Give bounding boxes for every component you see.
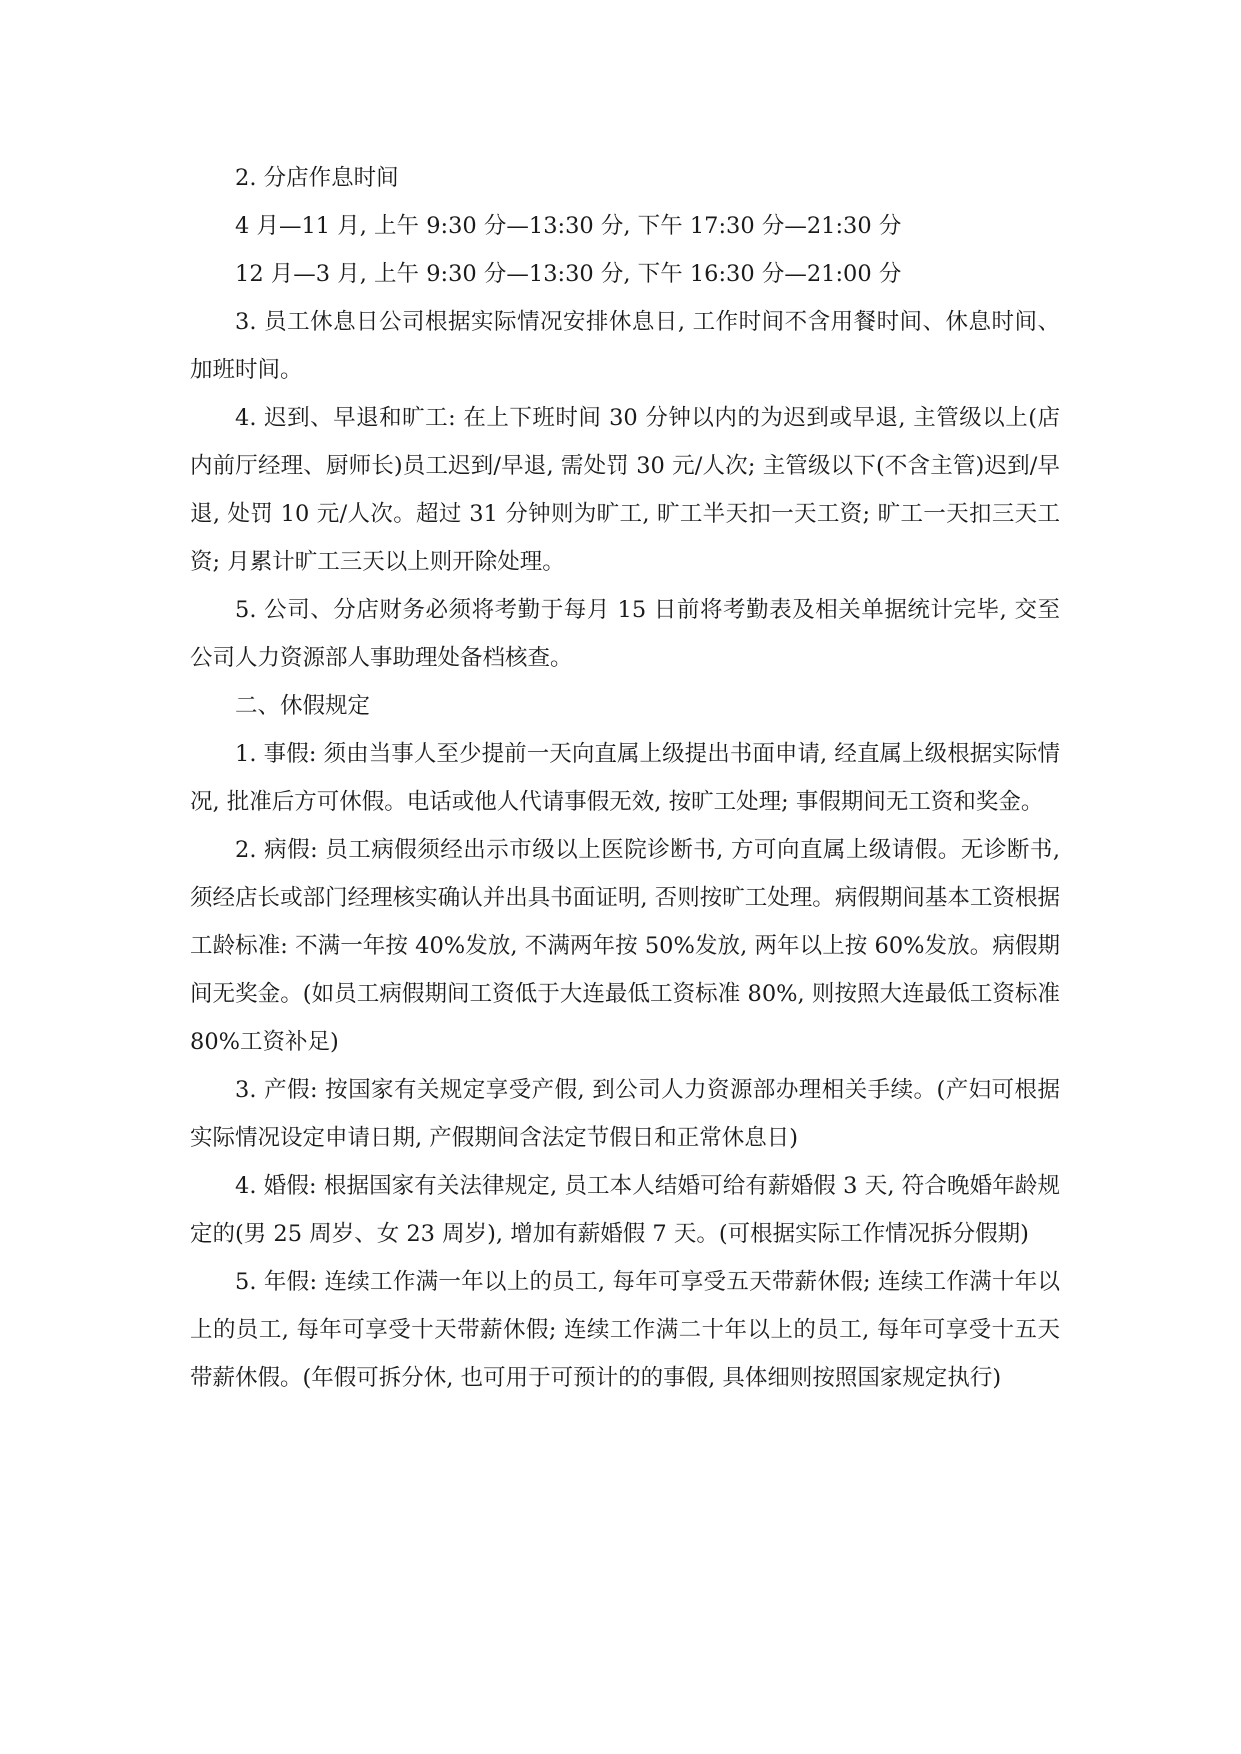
paragraph-schedule-dec-mar: 12 月—3 月, 上午 9:30 分—13:30 分, 下午 16:30 分—21:00 分	[235, 261, 902, 287]
paragraph-branch-schedule-heading: 2. 分店作息时间	[235, 165, 399, 191]
paragraph-attendance-submission: 5. 公司、分店财务必须将考勤于每月 15 日前将考勤表及相关单据统计完毕, 交至公司人力资源部人事助理处备档核查。	[190, 597, 1060, 671]
paragraph-maternity-leave: 3. 产假: 按国家有关规定享受产假, 到公司人力资源部办理相关手续。(产妇可根据实际情况设定申请日期, 产假期间含法定节假日和正常休息日)	[190, 1077, 1060, 1151]
paragraph-marriage-leave: 4. 婚假: 根据国家有关法律规定, 员工本人结婚可给有薪婚假 3 天, 符合晚婚年龄规定的(男 25 周岁、女 23 周岁), 增加有薪婚假 7 天。(可根据实际工作情况拆分假期)	[190, 1173, 1060, 1247]
document-body	[190, 154, 1060, 1402]
paragraph-sick-leave: 2. 病假: 员工病假须经出示市级以上医院诊断书, 方可向直属上级请假。无诊断书, 须经店长或部门经理核实确认并出具书面证明, 否则按旷工处理。病假期间基本工资根据工龄标准: 不满一年按 40%发放, 不满两年按 50%发放, 两年以上按 60%发放。病假期间无奖金。(如员工病假期间工资低于大连最低工资标准 80%, 则按照大连最低工资标准 80%工资补足)	[190, 837, 1060, 1055]
section-heading-leave-rules: 二、休假规定	[235, 693, 371, 719]
paragraph-late-absence: 4. 迟到、早退和旷工: 在上下班时间 30 分钟以内的为迟到或早退, 主管级以上(店内前厅经理、厨师长)员工迟到/早退, 需处罚 30 元/人次; 主管级以下(不含主管)迟到/早退, 处罚 10 元/人次。超过 31 分钟则为旷工, 旷工半天扣一天工资; 旷工一天扣三天工资; 月累计旷工三天以上则开除处理。	[190, 405, 1060, 575]
paragraph-rest-day: 3. 员工休息日公司根据实际情况安排休息日, 工作时间不含用餐时间、休息时间、加班时间。	[190, 309, 1060, 383]
paragraph-personal-leave: 1. 事假: 须由当事人至少提前一天向直属上级提出书面申请, 经直属上级根据实际情况, 批准后方可休假。电话或他人代请事假无效, 按旷工处理; 事假期间无工资和奖金。	[190, 741, 1060, 815]
paragraph-schedule-apr-nov: 4 月—11 月, 上午 9:30 分—13:30 分, 下午 17:30 分—21:30 分	[235, 213, 902, 239]
paragraph-annual-leave: 5. 年假: 连续工作满一年以上的员工, 每年可享受五天带薪休假; 连续工作满十年以上的员工, 每年可享受十天带薪休假; 连续工作满二十年以上的员工, 每年可享受十五天带薪休假。(年假可拆分休, 也可用于可预计的的事假, 具体细则按照国家规定执行)	[190, 1269, 1060, 1391]
